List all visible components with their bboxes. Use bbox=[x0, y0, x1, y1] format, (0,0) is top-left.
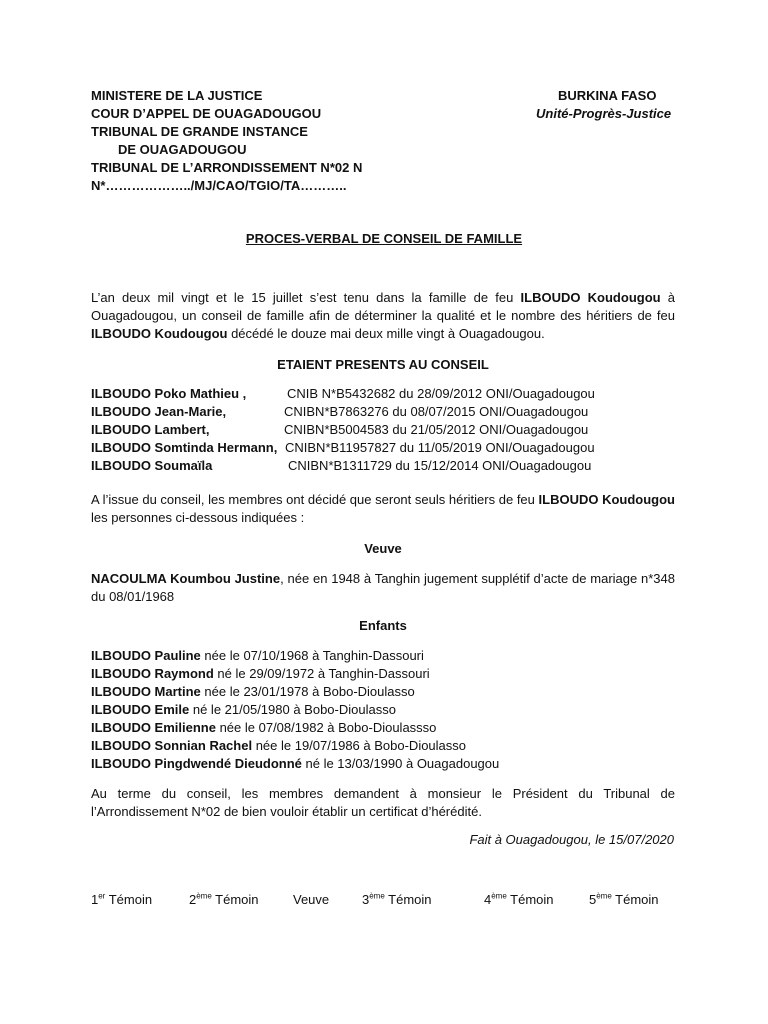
member-id: CNIBN*B11957827 du 11/05/2019 ONI/Ouagadougou bbox=[285, 440, 595, 455]
intro-text-1: L’an deux mil vingt et le 15 juillet s’est tenu dans la famille de feu bbox=[91, 290, 521, 305]
child-details: né le 29/09/1972 à Tanghin-Dassouri bbox=[213, 666, 430, 681]
reference-number: N*………………../MJ/CAO/TGIO/TA……….. bbox=[91, 178, 347, 193]
child-name: ILBOUDO Martine bbox=[91, 684, 201, 699]
signature-witness-3: 3ème Témoin bbox=[362, 891, 432, 907]
child-details: née le 07/10/1968 à Tanghin-Dassouri bbox=[200, 648, 424, 663]
present-heading: ETAIENT PRESENTS AU CONSEIL bbox=[277, 357, 489, 372]
present-member-row bbox=[91, 457, 671, 475]
decision-paragraph bbox=[91, 491, 675, 527]
child-row bbox=[91, 719, 436, 737]
signature-witness-1: 1er Témoin bbox=[91, 891, 153, 907]
country-name: BURKINA FASO bbox=[558, 88, 657, 103]
member-name: ILBOUDO Poko Mathieu , bbox=[91, 386, 247, 401]
child-name: ILBOUDO Pingdwendé Dieudonné bbox=[91, 756, 302, 771]
decision-text-1: A l’issue du conseil, les membres ont décidé que seront seuls héritiers de feu bbox=[91, 492, 539, 507]
document-title: PROCES-VERBAL DE CONSEIL DE FAMILLE bbox=[245, 231, 523, 246]
widow-paragraph bbox=[91, 570, 675, 606]
member-id: CNIBN*B1311729 du 15/12/2014 ONI/Ouagadougou bbox=[288, 458, 592, 473]
widow-name: NACOULMA Koumbou Justine bbox=[91, 571, 281, 586]
intro-text-3: décédé le douze mai deux mille vingt à Ouagadougou. bbox=[227, 326, 545, 341]
deceased-name: ILBOUDO Koudougou bbox=[520, 290, 661, 305]
present-member-row bbox=[91, 421, 671, 439]
child-row bbox=[91, 737, 466, 755]
member-name: ILBOUDO Lambert, bbox=[91, 422, 210, 437]
widow-details: , née en 1948 à Tanghin jugement supplétif d’acte de mariage n*348 du 08/01/1968 bbox=[91, 571, 675, 604]
closing-paragraph: Au terme du conseil, les membres demandent à monsieur le Président du Tribunal de l’Arrondissement N*02 de bien vouloir établir un certificat d’hérédité. bbox=[91, 786, 675, 819]
child-details: né le 13/03/1990 à Ouagadougou bbox=[301, 756, 500, 771]
country-motto: Unité-Progrès-Justice bbox=[536, 106, 672, 121]
child-name: ILBOUDO Sonnian Rachel bbox=[91, 738, 253, 753]
children-heading: Enfants bbox=[359, 618, 407, 633]
child-details: né le 21/05/1980 à Bobo-Dioulasso bbox=[189, 702, 396, 717]
court-line: COUR D’APPEL DE OUAGADOUGOU bbox=[91, 106, 322, 121]
arrondissement-line: TRIBUNAL DE L’ARRONDISSEMENT N*02 N bbox=[91, 160, 363, 175]
child-row bbox=[91, 665, 430, 683]
member-id: CNIBN*B5004583 du 21/05/2012 ONI/Ouagadougou bbox=[284, 422, 589, 437]
child-name: ILBOUDO Pauline bbox=[91, 648, 201, 663]
deceased-name-repeat: ILBOUDO Koudougou bbox=[91, 326, 228, 341]
intro-text-2: à Ouagadougou, un conseil de famille afin de déterminer la qualité et le nombre des héritiers de feu bbox=[91, 290, 676, 323]
tribunal-line: TRIBUNAL DE GRANDE INSTANCE bbox=[91, 124, 308, 139]
child-row bbox=[91, 755, 499, 773]
signature-witness-5: 5ème Témoin bbox=[589, 891, 659, 907]
deceased-name-decision: ILBOUDO Koudougou bbox=[538, 492, 675, 507]
widow-heading: Veuve bbox=[364, 541, 402, 556]
present-member-row bbox=[91, 439, 671, 457]
member-name: ILBOUDO Somtinda Hermann, bbox=[91, 440, 278, 455]
child-details: née le 23/01/1978 à Bobo-Dioulasso bbox=[200, 684, 415, 699]
member-id: CNIB N*B5432682 du 28/09/2012 ONI/Ouagadougou bbox=[287, 386, 595, 401]
ministry-line: MINISTERE DE LA JUSTICE bbox=[91, 88, 263, 103]
intro-paragraph bbox=[91, 289, 675, 343]
present-member-row bbox=[91, 385, 671, 403]
member-name: ILBOUDO Jean-Marie, bbox=[91, 404, 227, 419]
member-name: ILBOUDO Soumaïla bbox=[91, 458, 213, 473]
child-details: née le 07/08/1982 à Bobo-Dioulassso bbox=[215, 720, 437, 735]
child-row bbox=[91, 701, 396, 719]
child-details: née le 19/07/1986 à Bobo-Dioulasso bbox=[252, 738, 467, 753]
child-row bbox=[91, 683, 415, 701]
child-name: ILBOUDO Emile bbox=[91, 702, 190, 717]
signature-witness-2: 2ème Témoin bbox=[189, 891, 259, 907]
member-id: CNIBN*B7863276 du 08/07/2015 ONI/Ouagadougou bbox=[284, 404, 589, 419]
tribunal-city-line: DE OUAGADOUGOU bbox=[118, 142, 247, 157]
signature-witness-4: 4ème Témoin bbox=[484, 891, 554, 907]
signed-place-date: Fait à Ouagadougou, le 15/07/2020 bbox=[469, 832, 674, 847]
present-member-row bbox=[91, 403, 671, 421]
decision-text-2: les personnes ci-dessous indiquées : bbox=[91, 510, 305, 525]
child-name: ILBOUDO Raymond bbox=[91, 666, 214, 681]
signature-widow: Veuve bbox=[293, 892, 330, 907]
child-name: ILBOUDO Emilienne bbox=[91, 720, 216, 735]
child-row bbox=[91, 647, 424, 665]
